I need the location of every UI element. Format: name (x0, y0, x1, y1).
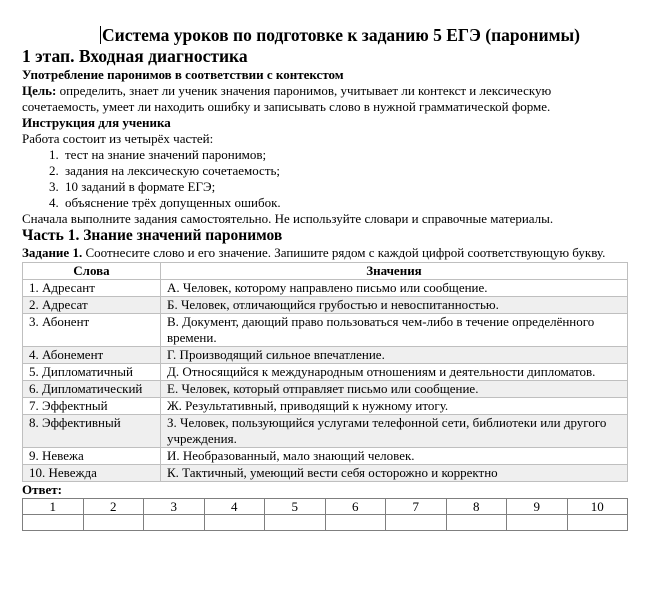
answer-number-row (23, 499, 628, 515)
word-cell: 6. Дипломатический (23, 381, 161, 398)
matching-table (22, 262, 628, 482)
instruction-note: Сначала выполните задания самостоятельно. Не используйте словари и справочные материалы. (22, 211, 554, 226)
meaning-cell: Ж. Результативный, приводящий к нужному итогу. (161, 398, 628, 415)
table-row (23, 465, 628, 482)
answer-input-row (23, 515, 628, 531)
answer-number: 10 (567, 499, 628, 515)
meaning-cell: Д. Относящийся к международным отношениям и деятельности дипломатов. (161, 364, 628, 381)
answer-grid (22, 498, 628, 531)
answer-cell[interactable] (567, 515, 628, 531)
answer-number: 3 (144, 499, 205, 515)
table-row (23, 347, 628, 364)
answer-cell[interactable] (446, 515, 507, 531)
word-cell: 2. Адресат (23, 297, 161, 314)
table-header-row (23, 263, 628, 280)
table-row (23, 381, 628, 398)
answer-cell[interactable] (265, 515, 326, 531)
answer-cell[interactable] (507, 515, 568, 531)
answer-number: 9 (507, 499, 568, 515)
meaning-cell: Е. Человек, который отправляет письмо или сообщение. (161, 381, 628, 398)
meaning-cell: Б. Человек, отличающийся грубостью и невоспитанностью. (161, 297, 628, 314)
instruction-intro: Работа состоит из четырёх частей: (22, 131, 214, 146)
context-heading: Употребление паронимов в соответствии с контекстом (22, 67, 344, 82)
stage-heading: 1 этап. Входная диагностика (22, 46, 248, 66)
word-cell: 1. Адресант (23, 280, 161, 297)
text-cursor (100, 26, 101, 44)
goal-text: определить, знает ли ученик значения паронимов, учитывает ли контекст и лексическую сочетаемость, умеет ли находить ошибку и записывать слово в нужной грамматической форме. (22, 83, 552, 114)
answer-cell[interactable] (325, 515, 386, 531)
header-meanings: Значения (161, 263, 628, 280)
meaning-cell: В. Документ, дающий право пользоваться чем-либо в течение определённого времени. (161, 314, 628, 347)
task-label: Задание 1. (22, 245, 83, 260)
table-row (23, 364, 628, 381)
answer-cell[interactable] (386, 515, 447, 531)
word-cell: 5. Дипломатичный (23, 364, 161, 381)
task-paragraph (22, 245, 628, 261)
word-cell: 4. Абонемент (23, 347, 161, 364)
answer-number: 5 (265, 499, 326, 515)
answer-number: 8 (446, 499, 507, 515)
word-cell: 9. Невежа (23, 448, 161, 465)
answer-label: Ответ: (22, 482, 63, 497)
answer-cell[interactable] (23, 515, 84, 531)
answer-cell[interactable] (144, 515, 205, 531)
list-item: 2. задания на лексическую сочетаемость; (62, 163, 628, 179)
table-row (23, 448, 628, 465)
list-item: 1. тест на знание значений паронимов; (62, 147, 628, 163)
list-item: 4. объяснение трёх допущенных ошибок. (62, 195, 628, 211)
goal-paragraph (22, 83, 628, 115)
list-item: 3. 10 заданий в формате ЕГЭ; (62, 179, 628, 195)
meaning-cell: З. Человек, пользующийся услугами телефонной сети, библиотеки или другого учреждения. (161, 415, 628, 448)
table-row (23, 415, 628, 448)
word-cell: 7. Эффектный (23, 398, 161, 415)
word-cell: 8. Эффективный (23, 415, 161, 448)
word-cell: 10. Невежда (23, 465, 161, 482)
parts-list (22, 147, 628, 211)
document-title: Система уроков по подготовке к заданию 5 ЕГЭ (паронимы) (102, 25, 580, 45)
answer-cell[interactable] (83, 515, 144, 531)
answer-number: 6 (325, 499, 386, 515)
answer-number: 2 (83, 499, 144, 515)
meaning-cell: К. Тактичный, умеющий вести себя осторожно и корректно (161, 465, 628, 482)
table-row (23, 398, 628, 415)
answer-number: 1 (23, 499, 84, 515)
word-cell: 3. Абонент (23, 314, 161, 347)
goal-label: Цель: (22, 83, 57, 98)
table-row (23, 314, 628, 347)
task-text: Соотнесите слово и его значение. Запишите рядом с каждой цифрой соответствующую букву. (82, 245, 606, 260)
answer-number: 4 (204, 499, 265, 515)
header-words: Слова (23, 263, 161, 280)
part1-heading: Часть 1. Знание значений паронимов (22, 227, 283, 244)
table-row (23, 297, 628, 314)
table-row (23, 280, 628, 297)
answer-number: 7 (386, 499, 447, 515)
meaning-cell: Г. Производящий сильное впечатление. (161, 347, 628, 364)
meaning-cell: И. Необразованный, мало знающий человек. (161, 448, 628, 465)
instruction-heading: Инструкция для ученика (22, 115, 171, 130)
meaning-cell: А. Человек, которому направлено письмо или сообщение. (161, 280, 628, 297)
answer-cell[interactable] (204, 515, 265, 531)
document-page (22, 20, 628, 531)
